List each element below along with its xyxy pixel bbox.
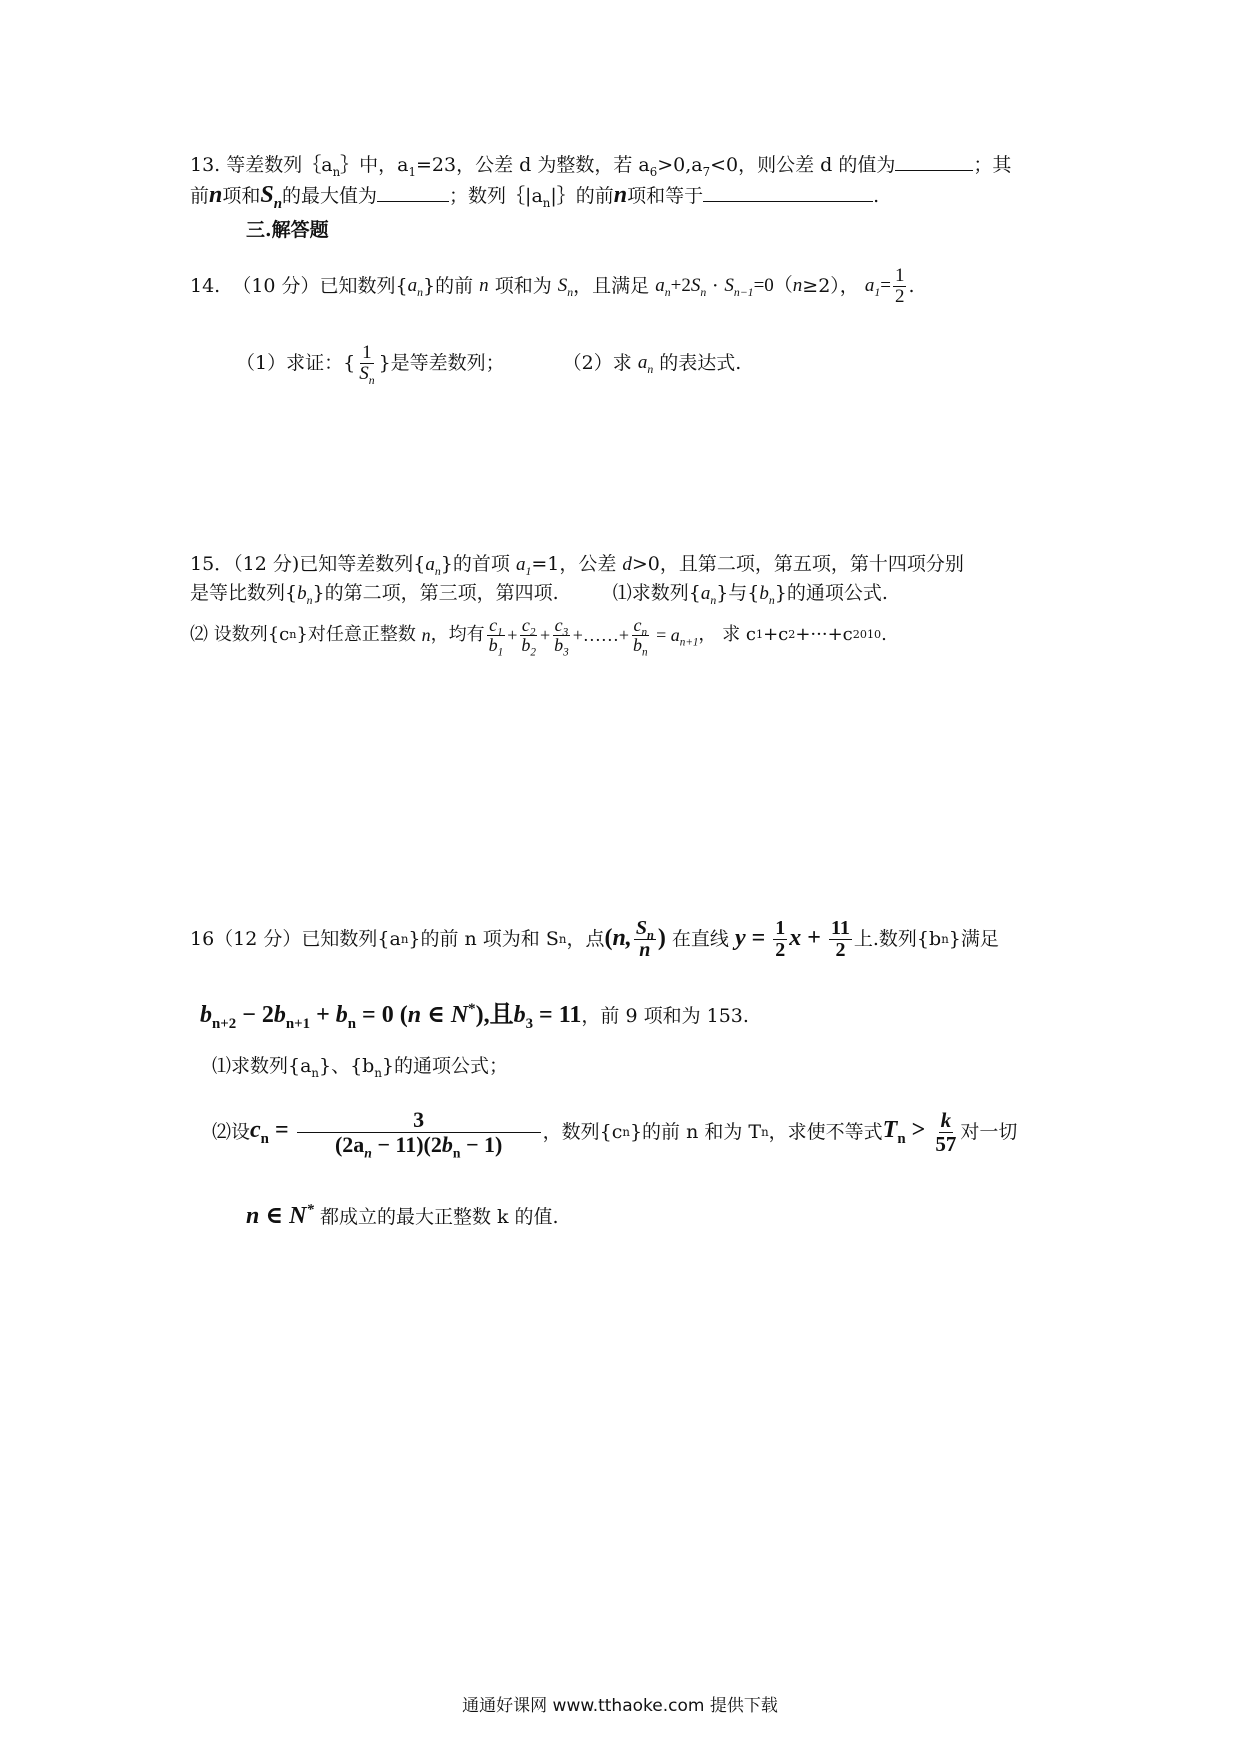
math-point: (n, $\frac{S_n}{n}$ ) [604,916,666,961]
q15-line3: ⑵ 设数列{c n }对任意正整数 n ，均有 $\frac{c_1}{b_1}$ + $\frac{c_2}{b_2}$ + $\frac{c_3}{b_3}$ + …… + $\frac{c_n}{b_n}$ = $a_{n+1}$ ， 求 c 1 +c 2 +···+c 2010 . [190,614,887,659]
q14-text: }是等差数列； [378,352,505,374]
q14-label: 14. [190,275,221,297]
q15-text: }的首项 [440,553,510,575]
q15-line2 [190,579,888,608]
q16-text: ，点 [566,928,605,950]
q13-text: 项和 [222,185,261,207]
q14-line2 [236,336,741,390]
q14-text: 项和为 [494,275,552,297]
q15-text: }的第二项，第三项，第四项. [312,582,559,604]
answer-blank [377,181,449,202]
q16-line4: ⑵设 $c_n$ = $\frac{3}{(2a_n - 11)(2b_n - 1)}$ ，数列{c n }的前 n 和为 T n ，求使不等式 $T_n$ > $\frac{k}{57}$ 对一切 [212,1107,1018,1160]
q14-text: =0（ [753,275,793,296]
q16-text: 16（12 分）已知数列{a [190,928,401,950]
math-n: n [479,275,489,296]
page-footer: 通通好课网 www.tthaoke.com 提供下载 [462,1696,778,1716]
q14-text: · [712,275,719,297]
math-d: d [622,554,632,575]
math-n: n [421,625,431,645]
q14-text: = [880,275,891,296]
q15-text: ⑵ 设数列{c [190,624,290,645]
q16-text: 对一切 [960,1121,1018,1143]
q14-text: ≥2）， [802,275,859,297]
q13-text: ｝中，a [340,154,409,176]
q16-text: = 0 ( [362,1002,408,1028]
q15-text: }与{ [716,582,760,604]
q15-line1 [190,550,964,579]
fraction-c3-b3: $\frac{c_3}{b_3}$ [554,614,569,659]
q16-line1: 16（12 分）已知数列{a n }的前 n 项为和 S n ，点 (n, $\frac{S_n}{n}$ ) 在直线 y = $\frac{1}{2}$ x + $\frac{11}{2}$ 上.数列{b n }满足 [190,916,999,961]
q15-text: ， 求 c [698,624,756,645]
math-a1: $a_1$ [515,554,532,578]
q15-text: +···+c [795,624,853,645]
q13-text: 前 [190,185,210,207]
q16-text: 上.数列{b [853,928,942,950]
math-inequality: $T_n$ > $\frac{k}{57}$ [882,1108,957,1156]
math-n: n [792,275,803,296]
math-Sn: $S_n$ [557,275,574,299]
q14-text: （10 分）已知数列{ [232,275,408,297]
q15-text: 15．（12 分)已知等差数列{ [190,553,426,575]
q16-line3: ⑴求数列$\{a_n\}$、$\{b_n\}$的通项公式； [212,1055,509,1080]
q16-text: }满足 [948,928,999,950]
math-an: $a_n$ [637,352,654,376]
fraction-c2-b2: $\frac{c_2}{b_2}$ [521,614,536,659]
q14-text: 的表达式. [659,352,742,374]
math-n: n [613,182,628,208]
math-Sn: $S_n$ [260,182,283,212]
math-an: $a_n$ [700,583,717,607]
q13-text: <0，则公差 d 的值为 [710,154,896,176]
q15-text: ，均有 [430,624,485,645]
q16-text: ),且 [475,1002,514,1028]
q13-line1: 13. 等差数列$\{a_n\}$中，$a_1=23$，公差 d 为整数，若 $a_6>0,a_7<0$，则公差 d 的值为 ；其 [190,150,1011,179]
q15-text: }的通项公式. [774,582,888,604]
q16-text: ⑴求数列{a [212,1055,312,1077]
math-an: $a_n$ [407,275,424,299]
q16-line5 [246,1202,559,1231]
fraction-c1-b1: $\frac{c_1}{b_1}$ [488,614,504,659]
math-Sn-1: $S_{n-1}$ [724,275,754,299]
q13-text: 的最大值为 [282,185,378,207]
ellipsis: …… [582,625,619,645]
math-recurrence: $b_{n+2} - 2b_{n+1} + b_n = 0$ (n ∈ N*),且$b_3 = 11$ [200,1001,582,1032]
math-Sn: $S_n$ [690,275,707,299]
q14-text: +2 [670,275,691,296]
fraction-one-half: $\frac{1}{2}$ [894,264,905,307]
q13-text: |｝的前 [550,185,614,207]
q16-text: }的通项公式； [381,1055,509,1077]
q13-text: ；数列｛|a [449,185,543,207]
q14-text: （1）求证：{ [236,352,356,374]
q14-line1: 14. （10 分）已知数列{ $a_n$ }的前 n 项和为 $S_n$ ，且满足 $a_n$ +2 $S_n$ · $S_{n-1}$ =0（ n ≥2）， $a_1$ = $\frac{1}{2}$ . [190,264,915,307]
q14-text: }的前 [423,275,474,297]
q16-text: 在直线 [671,928,729,950]
answer-blank [895,150,973,171]
math-n-in-N: n ∈ N* [246,1202,314,1229]
q15-text: 是等比数列{ [190,582,298,604]
math-line-equation: y = $\frac{1}{2}$ x + $\frac{11}{2}$ [734,916,850,961]
q15-text: +c [763,624,789,645]
math-an: $a_n$ [655,275,671,299]
q13-text: 13. 等差数列｛a [190,154,333,176]
answer-blank [703,181,873,202]
q13-text: ；其 [973,154,1012,176]
q16-text: }、{b [319,1055,375,1077]
q13-text: >0,a [657,154,703,176]
q13-text: . [873,185,880,207]
fraction-cn-bn: $\frac{c_n}{b_n}$ [633,614,648,659]
q16-text: ，前 9 项和为 153. [581,1005,749,1027]
q15-text: ⑴求数列{ [612,582,701,604]
math-bn: $b_n$ [759,583,775,607]
q16-text: }的前 n 和为 T [629,1121,762,1143]
q16-text: ⑵设 [212,1121,251,1143]
math-an: $a_n$ [425,554,441,578]
q16-text: ，数列{c [542,1121,623,1143]
section-heading: 三.解答题 [246,219,329,241]
q13-text: 项和等于 [627,185,704,207]
q16-text: = 11 [539,1002,582,1028]
q13-text: =23，公差 d 为整数，若 a [416,154,650,176]
q16-text: ，求使不等式 [768,1121,883,1143]
math-a1: $a_1$ [864,275,881,299]
q16-line2 [200,1001,749,1030]
q15-text: }对任意正整数 [296,624,416,645]
q14-text: ，且满足 [573,275,650,297]
math-bn: $b_n$ [297,583,313,607]
math-cn-def: $c_n$ = $\frac{3}{(2a_n - 11)(2b_n - 1)}$ [250,1108,543,1155]
q15-text: =1，公差 [531,553,617,575]
q16-text: 都成立的最大正整数 k 的值. [319,1206,559,1228]
q16-text: }的前 n 项为和 S [408,928,559,950]
math-an+1: $a_{n+1}$ [670,625,699,649]
q13-line2: 前n项和$S_n$的最大值为 ；数列$\{|a_n|\}$的前n项和等于 . [190,182,880,212]
q15-text: >0，且第二项，第五项，第十四项分别 [631,553,964,575]
fraction-one-over-Sn: $\frac{1}{S_n}$ [359,341,375,387]
q15-text: . [881,624,887,645]
q14-text: （2）求 [562,352,632,374]
math-n: n [209,182,223,208]
